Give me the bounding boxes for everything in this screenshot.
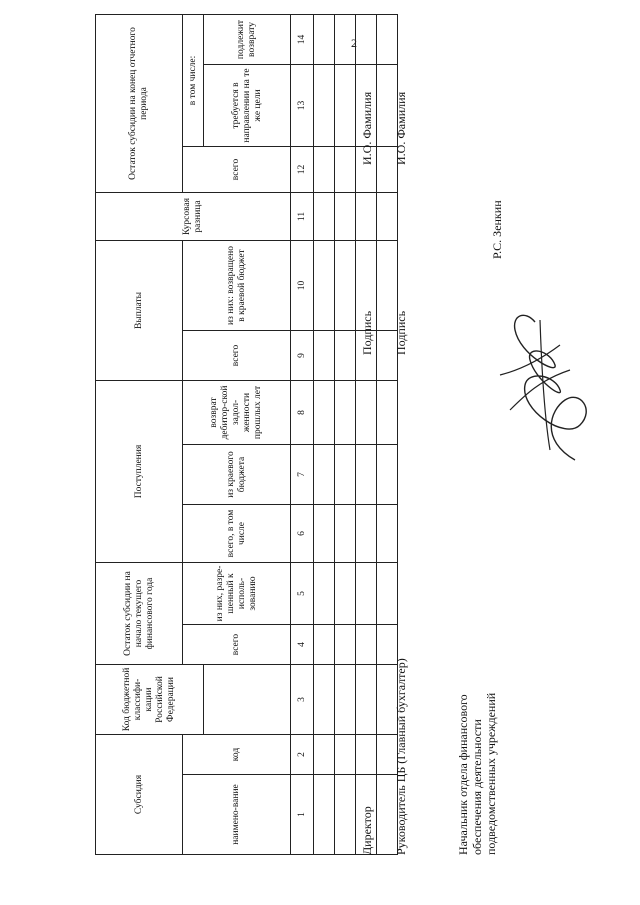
column-number: 11 (291, 192, 314, 240)
column-number: 5 (291, 563, 314, 625)
header-code: код (183, 735, 291, 775)
header-receipts-total: всего, в том числе (183, 505, 291, 563)
header-end-total: всего (183, 146, 291, 192)
header-budget-code-cont (204, 665, 291, 735)
header-start-total: всего (183, 625, 291, 665)
signer-position-finance-head: Начальник отдела финансового обеспечения деятельности подведомственных учреждений (456, 692, 498, 855)
column-number: 7 (291, 445, 314, 505)
header-to-be-returned: подлежит возврату (204, 14, 291, 64)
rotated-landscape-content (40, 19, 600, 855)
header-name: наимено-вание (183, 775, 291, 855)
header-same-purpose: требуется в направлении на те же цели (204, 64, 291, 146)
column-number: 6 (291, 505, 314, 563)
header-receipts: Поступления (96, 380, 183, 562)
signer-name: И.О. Фамилия (394, 91, 408, 165)
header-including: в том числе: (183, 14, 204, 146)
signer-name: И.О. Фамилия (360, 91, 374, 165)
header-returned-regional: из них: возвращено в краевой бюджет (183, 240, 291, 330)
header-allowed-for-use: из них, разре-шенный к исполь-зованию (183, 563, 291, 625)
signer-name: Р.С. Зенкин (490, 200, 504, 259)
handwritten-signature (480, 300, 600, 470)
header-subsidy: Субсидия (96, 735, 183, 855)
column-numbers-row (291, 14, 314, 854)
column-number: 3 (291, 665, 314, 735)
column-number: 12 (291, 146, 314, 192)
header-payments: Выплаты (96, 240, 183, 380)
signature-label: Подпись (394, 310, 408, 355)
subsidy-report-table (95, 14, 398, 855)
column-number: 4 (291, 625, 314, 665)
column-number: 9 (291, 330, 314, 380)
column-number: 14 (291, 14, 314, 64)
signature-label: Подпись (360, 310, 374, 355)
header-payments-total: всего (183, 330, 291, 380)
header-row-groups (96, 14, 183, 854)
header-receivables-return: возврат дебитор-ской задол-женности прошлых лет (183, 380, 291, 444)
column-number: 8 (291, 380, 314, 444)
column-number: 13 (291, 64, 314, 146)
table-row (335, 14, 356, 854)
column-number: 10 (291, 240, 314, 330)
header-budget-code: Код бюджетной классифи-кации Российской Федерации (96, 665, 204, 735)
page-number: 2 (351, 36, 357, 50)
header-balance-start: Остаток субсидии на начало текущего финансового года (96, 563, 183, 665)
header-exchange-diff: Курсовая разница (96, 192, 291, 240)
signer-position-chief-accountant: Руководитель ЦБ (Главный бухгалтер) (394, 658, 408, 855)
header-balance-end: Остаток субсидии на конец отчетного периода (96, 14, 183, 192)
column-number: 1 (291, 775, 314, 855)
column-number: 2 (291, 735, 314, 775)
signer-position-director: Директор (360, 806, 374, 855)
table-row (314, 14, 335, 854)
header-from-regional: из краевого бюджета (183, 445, 291, 505)
